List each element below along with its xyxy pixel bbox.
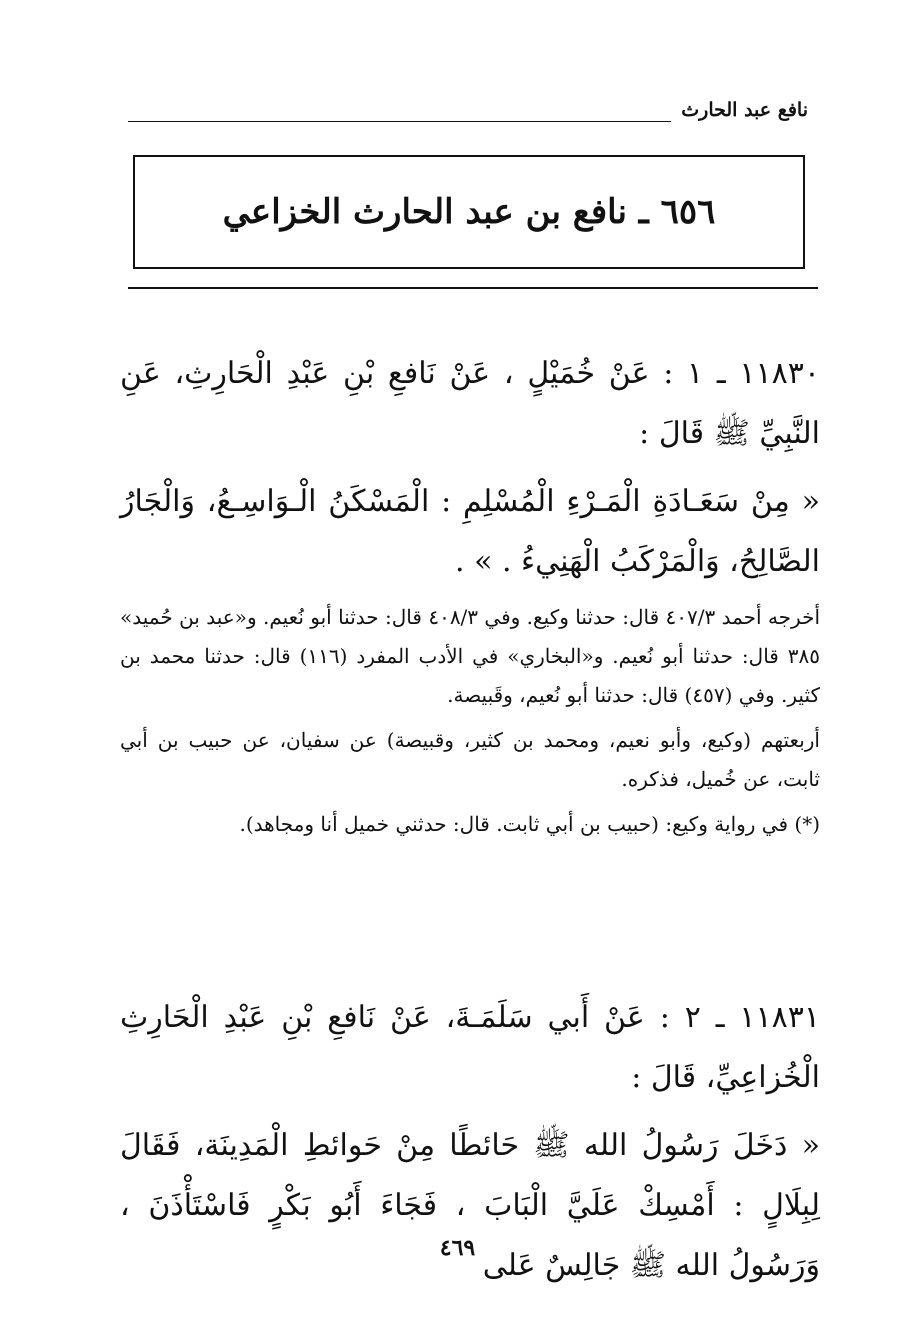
- hadith-isnad: ١١٨٣١ ـ ٢ : عَنْ أَبي سَلَمَـةَ، عَنْ نَافعِ بْنِ عَبْدِ الْحَارِثِ الْخُزاعِيِّ، قَالَ :: [120, 1000, 820, 1095]
- hadith-11830: [120, 344, 820, 844]
- page-number: ٤٦٩: [439, 1235, 476, 1261]
- hadith-star-note: (*) في رواية وكيع: (حبيب بن أبي ثابت. قال: حدثني خميل أنا ومجاهد).: [239, 812, 820, 836]
- title-rule: [128, 287, 818, 289]
- running-head-text: نافع عبد الحارث: [681, 99, 808, 121]
- hadith-matn: « دَخَلَ رَسُولُ الله ﷺ حَائطًا مِنْ حَوائطِ الْمَدِينَة، فَقَالَ لِبِلَالٍ : أَمْسِكْ عَلَيَّ الْبَابَ ، فَجَاءَ أَبُو بَكْرٍ فَاسْتَأْذَنَ ، وَرَسُولُ الله ﷺ جَالِسٌ عَلى: [120, 1128, 820, 1283]
- chapter-title: ٦٥٦ ـ نافع بن عبد الحارث الخزاعي: [222, 192, 716, 232]
- running-head-rule: [128, 121, 671, 122]
- hadith-isnad: ١١٨٣٠ ـ ١ : عَنْ خُمَيْلٍ ، عَنْ نَافعِ بْنِ عَبْدِ الْحَارِثِ، عَنِ النَّبِيِّ ﷺ قَالَ :: [120, 356, 820, 451]
- hadith-matn: « مِنْ سَعَـادَةِ الْمَـرْءِ الْمُسْلِمِ : الْمَسْكَنُ الْـوَاسِـعُ، وَالْجَارُ الصَّالِحُ، وَالْمَرْكَبُ الْهَنِيءُ . » .: [120, 484, 820, 579]
- running-head: [128, 92, 808, 122]
- hadith-takhrij: أخرجه أحمد ٤٠٧/٣ قال: حدثنا وكيع. وفي ٤٠٨/٣ قال: حدثنا أبو نُعيم. و«عبد بن حُميد» ٣٨٥ قال: حدثنا أبو نُعيم. و«البخاري» في الأدب المفرد (١١٦) قال: حدثنا محمد بن كثير. وفي (٤٥٧) قال: حدثنا أبو نُعيم، وقَبيصة.: [120, 605, 821, 707]
- hadith-chain-note: أربعتهم (وكيع، وأبو نعيم، ومحمد بن كثير، وقبيصة) عن سفيان، عن حبيب بن أبي ثابت، عن خُميل، فذكره.: [120, 728, 820, 791]
- chapter-title-box: [133, 155, 805, 269]
